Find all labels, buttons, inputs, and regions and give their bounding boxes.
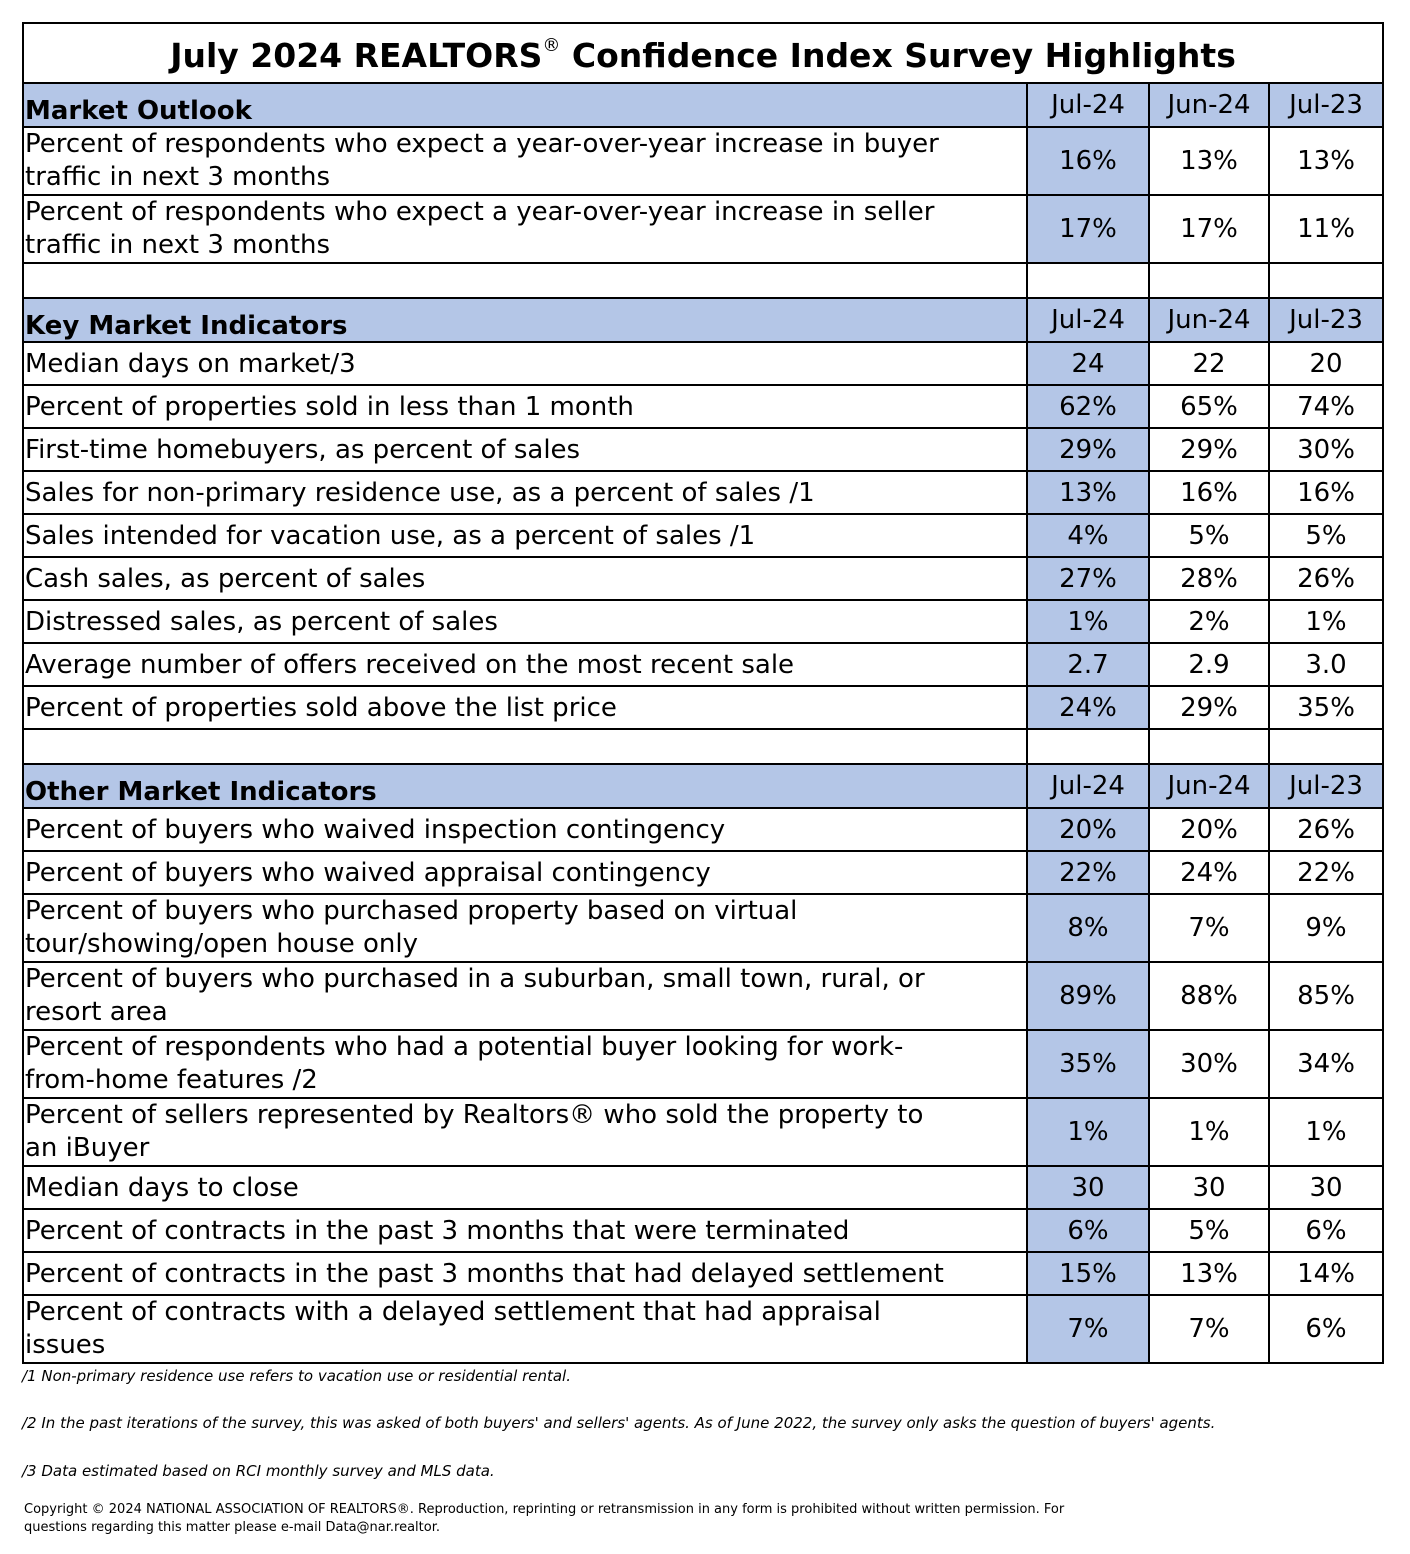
value-cell: 16% bbox=[1269, 471, 1383, 514]
value-cell: 6% bbox=[1027, 1209, 1149, 1252]
row-label: Percent of buyers who waived inspection contingency bbox=[23, 808, 1027, 851]
value-cell: 7% bbox=[1149, 1295, 1269, 1363]
spacer-cell bbox=[1027, 729, 1149, 764]
table-row bbox=[23, 557, 1383, 600]
row-label: First-time homebuyers, as percent of sales bbox=[23, 428, 1027, 471]
title-text-post: Confidence Index Survey Highlights bbox=[560, 36, 1236, 75]
value-cell: 8% bbox=[1027, 894, 1149, 962]
row-label: Percent of respondents who had a potential buyer looking for work- from-home features /2 bbox=[23, 1030, 1027, 1098]
value-cell: 13% bbox=[1149, 127, 1269, 195]
table-row bbox=[23, 127, 1383, 195]
table-row bbox=[23, 1209, 1383, 1252]
table-row bbox=[23, 1252, 1383, 1295]
section-header-other-market bbox=[23, 764, 1383, 808]
table-row bbox=[23, 600, 1383, 643]
value-cell: 24 bbox=[1027, 342, 1149, 385]
value-cell: 1% bbox=[1269, 600, 1383, 643]
highlights-table bbox=[22, 22, 1384, 1364]
row-label: Percent of contracts with a delayed settlement that had appraisal issues bbox=[23, 1295, 1027, 1363]
value-cell: 22% bbox=[1027, 851, 1149, 894]
table-row bbox=[23, 894, 1383, 962]
value-cell: 15% bbox=[1027, 1252, 1149, 1295]
row-label: Sales intended for vacation use, as a percent of sales /1 bbox=[23, 514, 1027, 557]
row-label: Percent of buyers who purchased in a suburban, small town, rural, or resort area bbox=[23, 962, 1027, 1030]
table-row bbox=[23, 428, 1383, 471]
value-cell: 11% bbox=[1269, 195, 1383, 263]
value-cell: 30% bbox=[1149, 1030, 1269, 1098]
section-title: Other Market Indicators bbox=[23, 764, 1027, 808]
value-cell: 26% bbox=[1269, 808, 1383, 851]
value-cell: 30 bbox=[1149, 1166, 1269, 1209]
column-header: Jun-24 bbox=[1149, 83, 1269, 127]
value-cell: 30% bbox=[1269, 428, 1383, 471]
value-cell: 26% bbox=[1269, 557, 1383, 600]
value-cell: 1% bbox=[1269, 1098, 1383, 1166]
table-row bbox=[23, 1098, 1383, 1166]
value-cell: 65% bbox=[1149, 385, 1269, 428]
value-cell: 62% bbox=[1027, 385, 1149, 428]
spacer-cell bbox=[1149, 263, 1269, 298]
table-row bbox=[23, 1030, 1383, 1098]
value-cell: 7% bbox=[1027, 1295, 1149, 1363]
row-label: Sales for non-primary residence use, as a percent of sales /1 bbox=[23, 471, 1027, 514]
row-label: Percent of properties sold in less than 1 month bbox=[23, 385, 1027, 428]
row-label: Cash sales, as percent of sales bbox=[23, 557, 1027, 600]
registered-mark: ® bbox=[542, 35, 561, 56]
value-cell: 29% bbox=[1149, 686, 1269, 729]
value-cell: 16% bbox=[1027, 127, 1149, 195]
table-row bbox=[23, 385, 1383, 428]
row-label: Distressed sales, as percent of sales bbox=[23, 600, 1027, 643]
column-header: Jun-24 bbox=[1149, 298, 1269, 342]
row-label: Median days to close bbox=[23, 1166, 1027, 1209]
value-cell: 34% bbox=[1269, 1030, 1383, 1098]
value-cell: 1% bbox=[1149, 1098, 1269, 1166]
value-cell: 20% bbox=[1027, 808, 1149, 851]
row-label: Median days on market/3 bbox=[23, 342, 1027, 385]
value-cell: 28% bbox=[1149, 557, 1269, 600]
table-row bbox=[23, 643, 1383, 686]
section-title: Key Market Indicators bbox=[23, 298, 1027, 342]
value-cell: 6% bbox=[1269, 1209, 1383, 1252]
value-cell: 2.7 bbox=[1027, 643, 1149, 686]
section-title: Market Outlook bbox=[23, 83, 1027, 127]
footnote-3: /3 Data estimated based on RCI monthly survey and MLS data. bbox=[22, 1462, 495, 1480]
value-cell: 29% bbox=[1027, 428, 1149, 471]
footnote-1: /1 Non-primary residence use refers to vacation use or residential rental. bbox=[22, 1367, 571, 1385]
row-label: Average number of offers received on the most recent sale bbox=[23, 643, 1027, 686]
value-cell: 13% bbox=[1149, 1252, 1269, 1295]
value-cell: 4% bbox=[1027, 514, 1149, 557]
column-header: Jul-24 bbox=[1027, 298, 1149, 342]
value-cell: 30 bbox=[1027, 1166, 1149, 1209]
column-header: Jul-24 bbox=[1027, 764, 1149, 808]
value-cell: 22 bbox=[1149, 342, 1269, 385]
page-title bbox=[23, 23, 1383, 83]
rci-highlights-sheet bbox=[22, 22, 1382, 1364]
value-cell: 88% bbox=[1149, 962, 1269, 1030]
value-cell: 5% bbox=[1149, 1209, 1269, 1252]
spacer-row bbox=[23, 729, 1383, 764]
table-row bbox=[23, 962, 1383, 1030]
value-cell: 24% bbox=[1149, 851, 1269, 894]
column-header: Jul-23 bbox=[1269, 83, 1383, 127]
value-cell: 14% bbox=[1269, 1252, 1383, 1295]
table-row bbox=[23, 851, 1383, 894]
column-header: Jul-24 bbox=[1027, 83, 1149, 127]
title-row bbox=[23, 23, 1383, 83]
value-cell: 1% bbox=[1027, 600, 1149, 643]
table-row bbox=[23, 471, 1383, 514]
table-row bbox=[23, 1166, 1383, 1209]
value-cell: 3.0 bbox=[1269, 643, 1383, 686]
value-cell: 29% bbox=[1149, 428, 1269, 471]
spacer-cell bbox=[1269, 263, 1383, 298]
row-label: Percent of buyers who waived appraisal contingency bbox=[23, 851, 1027, 894]
table-row bbox=[23, 686, 1383, 729]
value-cell: 17% bbox=[1027, 195, 1149, 263]
section-header-market-outlook bbox=[23, 83, 1383, 127]
table-row bbox=[23, 808, 1383, 851]
value-cell: 2.9 bbox=[1149, 643, 1269, 686]
value-cell: 13% bbox=[1027, 471, 1149, 514]
spacer-cell bbox=[1149, 729, 1269, 764]
table-row bbox=[23, 342, 1383, 385]
spacer-row bbox=[23, 263, 1383, 298]
row-label: Percent of buyers who purchased property based on virtual tour/showing/open house only bbox=[23, 894, 1027, 962]
value-cell: 35% bbox=[1269, 686, 1383, 729]
spacer-cell bbox=[1269, 729, 1383, 764]
spacer-cell bbox=[1027, 263, 1149, 298]
row-label: Percent of contracts in the past 3 months that had delayed settlement bbox=[23, 1252, 1027, 1295]
value-cell: 85% bbox=[1269, 962, 1383, 1030]
spacer-cell bbox=[23, 729, 1027, 764]
spacer-cell bbox=[23, 263, 1027, 298]
value-cell: 7% bbox=[1149, 894, 1269, 962]
table-row bbox=[23, 195, 1383, 263]
value-cell: 6% bbox=[1269, 1295, 1383, 1363]
column-header: Jul-23 bbox=[1269, 298, 1383, 342]
row-label: Percent of sellers represented by Realtors® who sold the property to an iBuyer bbox=[23, 1098, 1027, 1166]
value-cell: 22% bbox=[1269, 851, 1383, 894]
copyright-notice: Copyright © 2024 NATIONAL ASSOCIATION OF REALTORS®. Reproduction, reprinting or retransmission in any form is prohibited without written permission. For questions regarding this matter please e-mail Data@nar.realtor. bbox=[24, 1502, 1065, 1535]
table-row bbox=[23, 514, 1383, 557]
value-cell: 74% bbox=[1269, 385, 1383, 428]
value-cell: 27% bbox=[1027, 557, 1149, 600]
value-cell: 35% bbox=[1027, 1030, 1149, 1098]
row-label: Percent of properties sold above the list price bbox=[23, 686, 1027, 729]
value-cell: 20% bbox=[1149, 808, 1269, 851]
value-cell: 20 bbox=[1269, 342, 1383, 385]
column-header: Jun-24 bbox=[1149, 764, 1269, 808]
value-cell: 24% bbox=[1027, 686, 1149, 729]
value-cell: 5% bbox=[1269, 514, 1383, 557]
row-label: Percent of respondents who expect a year-over-year increase in buyer traffic in next 3 months bbox=[23, 127, 1027, 195]
value-cell: 13% bbox=[1269, 127, 1383, 195]
column-header: Jul-23 bbox=[1269, 764, 1383, 808]
value-cell: 89% bbox=[1027, 962, 1149, 1030]
row-label: Percent of contracts in the past 3 months that were terminated bbox=[23, 1209, 1027, 1252]
value-cell: 9% bbox=[1269, 894, 1383, 962]
value-cell: 17% bbox=[1149, 195, 1269, 263]
value-cell: 16% bbox=[1149, 471, 1269, 514]
row-label: Percent of respondents who expect a year-over-year increase in seller traffic in next 3 months bbox=[23, 195, 1027, 263]
section-header-key-market bbox=[23, 298, 1383, 342]
value-cell: 1% bbox=[1027, 1098, 1149, 1166]
footnote-2: /2 In the past iterations of the survey, this was asked of both buyers' and sellers' agents. As of June 2022, the survey only asks the question of buyers' agents. bbox=[22, 1414, 1216, 1432]
value-cell: 30 bbox=[1269, 1166, 1383, 1209]
value-cell: 2% bbox=[1149, 600, 1269, 643]
value-cell: 5% bbox=[1149, 514, 1269, 557]
title-text-pre: July 2024 REALTORS bbox=[170, 36, 543, 75]
table-row bbox=[23, 1295, 1383, 1363]
